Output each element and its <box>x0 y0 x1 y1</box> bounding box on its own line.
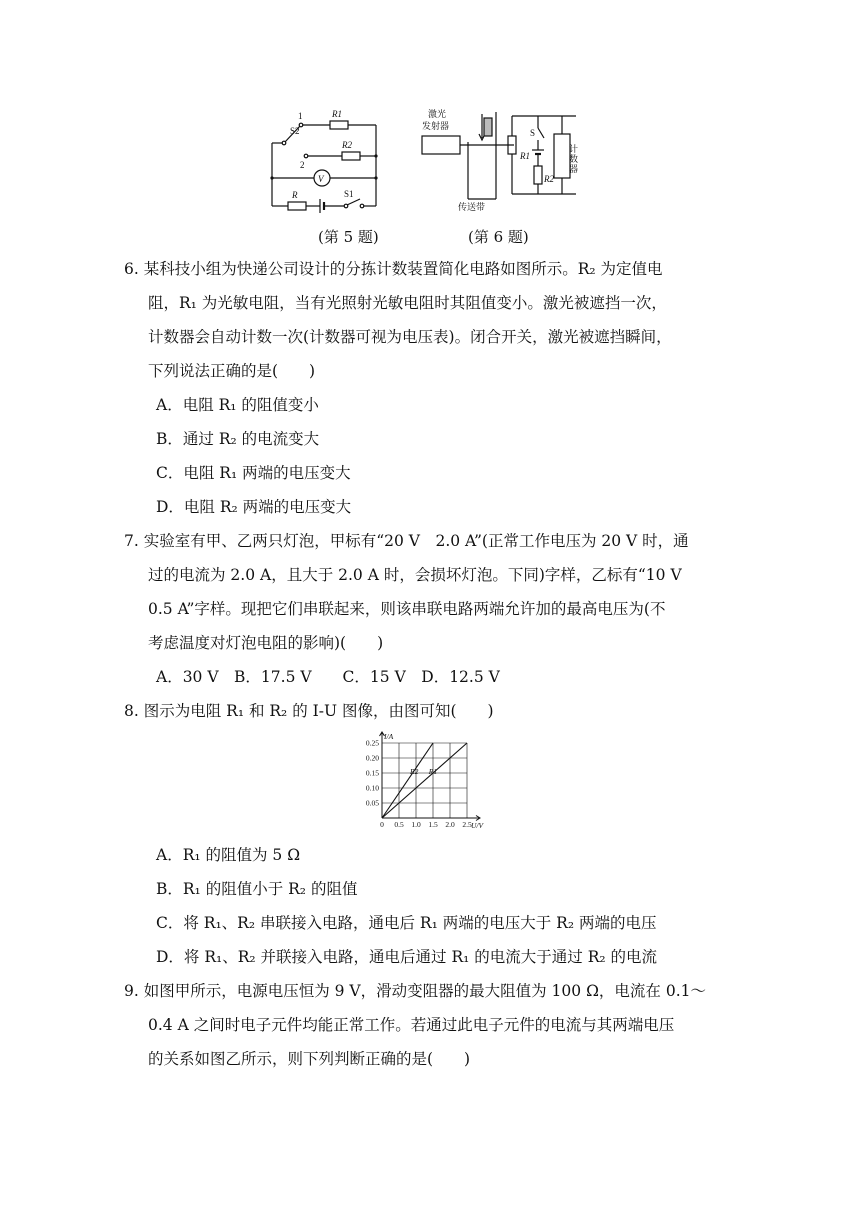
q6-line-1: 6. 某科技小组为快递公司设计的分拣计数装置简化电路如图所示。R₂ 为定值电 <box>124 260 663 278</box>
q6-option-c: C．电阻 R₁ 两端的电压变大 <box>156 464 351 482</box>
fig6-emitter-label: 发射器 <box>422 121 450 131</box>
fig6-counter-label: 计数器 <box>568 144 578 174</box>
q8-option-c: C．将 R₁、R₂ 串联接入电路，通电后 R₁ 两端的电压大于 R₂ 两端的电压 <box>156 914 657 932</box>
iu-chart <box>350 730 500 830</box>
series-line-r1 <box>382 743 467 818</box>
y-tick-label: 0.05 <box>365 798 379 808</box>
q6-option-b: B．通过 R₂ 的电流变大 <box>156 430 320 448</box>
fig6-laser-label: 激光 <box>428 109 447 119</box>
x-tick-label: 1.5 <box>428 820 438 829</box>
fig6-caption: (第 6 题) <box>468 228 529 246</box>
fig5-s1-label: S1 <box>344 189 354 199</box>
x-tick-label: 1.0 <box>411 820 421 829</box>
fig5-caption: (第 5 题) <box>318 228 379 246</box>
series-label-r2: R2 <box>410 766 419 776</box>
q9-line-2: 0.4 A 之间时电子元件均能正常工作。若通过此电子元件的电流与其两端电压 <box>148 1016 675 1034</box>
q6-option-a: A．电阻 R₁ 的阻值变小 <box>156 396 319 414</box>
q6-option-d: D．电阻 R₂ 两端的电压变大 <box>156 498 352 516</box>
q8-option-b: B．R₁ 的阻值小于 R₂ 的阻值 <box>156 880 358 898</box>
q7-line-2: 过的电流为 2.0 A，且大于 2.0 A 时，会损坏灯泡。下同)字样，乙标有“10 V <box>148 566 682 584</box>
y-tick-label: 0.15 <box>365 768 379 778</box>
q8-option-a: A．R₁ 的阻值为 5 Ω <box>156 846 301 864</box>
q6-line-3: 计数器会自动计数一次(计数器可视为电压表)。闭合开关，激光被遮挡瞬间， <box>148 328 672 346</box>
series-label-r1: R1 <box>428 766 438 776</box>
q8-line-1: 8. 图示为电阻 R₁ 和 R₂ 的 I-U 图像，由图可知( ) <box>124 702 494 720</box>
x-tick-label: 0.5 <box>394 820 404 829</box>
y-axis-label: I/A <box>384 732 394 741</box>
fig5-r-label: R <box>292 190 298 200</box>
fig6-r1-label: R1 <box>520 151 530 161</box>
q7-line-1: 7. 实验室有甲、乙两只灯泡，甲标有“20 V 2.0 A”(正常工作电压为 20 V 时，通 <box>124 532 689 550</box>
y-tick-label: 0.10 <box>365 783 379 793</box>
q7-line-4: 考虑温度对灯泡电阻的影响)( ) <box>148 634 384 652</box>
x-tick-label: 0 <box>380 820 384 829</box>
x-axis-label: U/V <box>471 821 484 830</box>
fig5-r1-label: R1 <box>332 109 342 119</box>
fig6-belt-label: 传送带 <box>458 202 486 212</box>
q8-option-d: D．将 R₁、R₂ 并联接入电路，通电后通过 R₁ 的电流大于通过 R₂ 的电流 <box>156 948 658 966</box>
fig5-s2-label: S2 <box>290 126 300 136</box>
fig6-switch-label: S <box>530 128 536 138</box>
x-tick-label: 2.5 <box>462 820 472 829</box>
q7-options: A．30 V B．17.5 V C．15 V D．12.5 V <box>156 668 500 686</box>
y-tick-label: 0.25 <box>365 738 379 748</box>
series-line-r2 <box>382 743 433 818</box>
q9-line-3: 的关系如图乙所示，则下列判断正确的是( ) <box>148 1050 471 1068</box>
x-tick-label: 2.0 <box>445 820 455 829</box>
figure-5-circuit <box>262 100 392 218</box>
q6-line-2: 阻，R₁ 为光敏电阻，当有光照射光敏电阻时其阻值变小。激光被遮挡一次， <box>148 294 667 312</box>
y-tick-label: 0.20 <box>365 753 379 763</box>
q7-line-3: 0.5 A”字样。现把它们串联起来，则该串联电路两端允许加的最高电压为(不 <box>148 600 666 618</box>
fig5-r2-label: R2 <box>342 140 352 150</box>
q6-line-4: 下列说法正确的是( ) <box>148 362 316 380</box>
figure-6-circuit <box>420 104 595 214</box>
fig5-node-1: 1 <box>298 111 303 121</box>
fig5-voltmeter-label: V <box>318 174 324 184</box>
fig5-node-2: 2 <box>300 160 305 170</box>
q9-line-1: 9. 如图甲所示，电源电压恒为 9 V，滑动变阻器的最大阻值为 100 Ω，电流在 0.1～ <box>124 982 706 1000</box>
fig6-r2-label: R2 <box>544 174 554 184</box>
